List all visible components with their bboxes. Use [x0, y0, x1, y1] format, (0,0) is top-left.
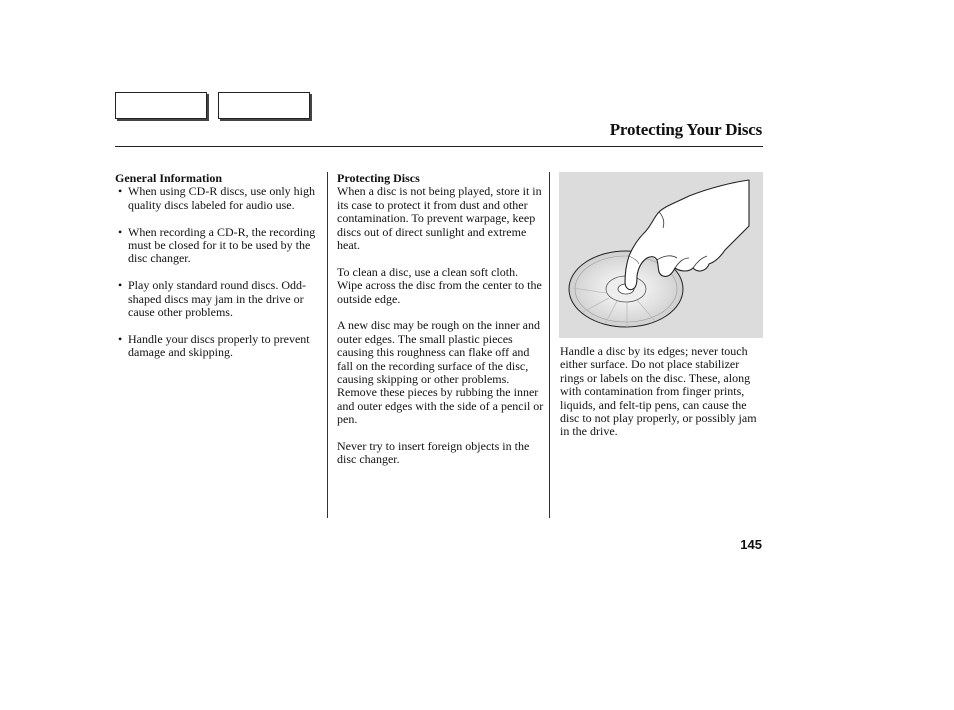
- paragraph: When a disc is not being played, store it in its case to protect it from dust and other contamination. To prevent warpage, keep discs out of direct sunlight and extreme heat.: [337, 184, 542, 253]
- page-number: 145: [740, 537, 762, 552]
- disc-handling-illustration: [559, 172, 763, 338]
- list-item-text: When recording a CD-R, the recording must be closed for it to be used by the disc changer.: [128, 224, 316, 266]
- nav-tab-box-1[interactable]: [115, 92, 207, 119]
- general-information-heading: General Information: [115, 171, 222, 185]
- bullet-icon: •: [118, 278, 123, 293]
- paragraph: Never try to insert foreign objects in the disc changer.: [337, 439, 530, 467]
- page-title: Protecting Your Discs: [609, 120, 762, 139]
- paragraph: To clean a disc, use a clean soft cloth. Wipe across the disc from the center to the outside edge.: [337, 264, 542, 306]
- paragraph: A new disc may be rough on the inner and outer edges. The small plastic pieces causing this roughness can flake off and fall on the recording surface of the disc, causing skipping or other problems. Remove these pieces by rubbing the inner and outer edges with the side of a pencil or pen.: [337, 318, 544, 427]
- list-item: [115, 279, 323, 319]
- column-divider: [327, 172, 328, 518]
- column-divider: [549, 172, 550, 518]
- list-item-text: Play only standard round discs. Odd-shaped discs may jam in the drive or cause other problems.: [128, 278, 306, 320]
- protecting-discs-column: [337, 172, 545, 480]
- list-item: [115, 226, 323, 266]
- bullet-icon: •: [118, 331, 123, 346]
- bullet-icon: •: [118, 224, 123, 239]
- hand-holding-disc-icon: [559, 172, 763, 338]
- list-item: [115, 185, 323, 212]
- nav-tab-box-2[interactable]: [218, 92, 310, 119]
- list-item: [115, 333, 323, 360]
- general-information-list: [115, 185, 323, 359]
- protecting-discs-heading: Protecting Discs: [337, 171, 420, 185]
- bullet-icon: •: [118, 184, 123, 199]
- general-information-column: [115, 172, 323, 373]
- illustration-caption: Handle a disc by its edges; never touch either surface. Do not place stabilizer rings or labels on the disc. These, along with contamination from finger prints, liquids, and felt-tip pens, can cause the disc to not play properly, or possibly jam in the drive.: [560, 344, 757, 439]
- list-item-text: When using CD-R discs, use only high quality discs labeled for audio use.: [128, 184, 315, 212]
- title-divider: [115, 146, 763, 147]
- list-item-text: Handle your discs properly to prevent damage and skipping.: [128, 331, 310, 360]
